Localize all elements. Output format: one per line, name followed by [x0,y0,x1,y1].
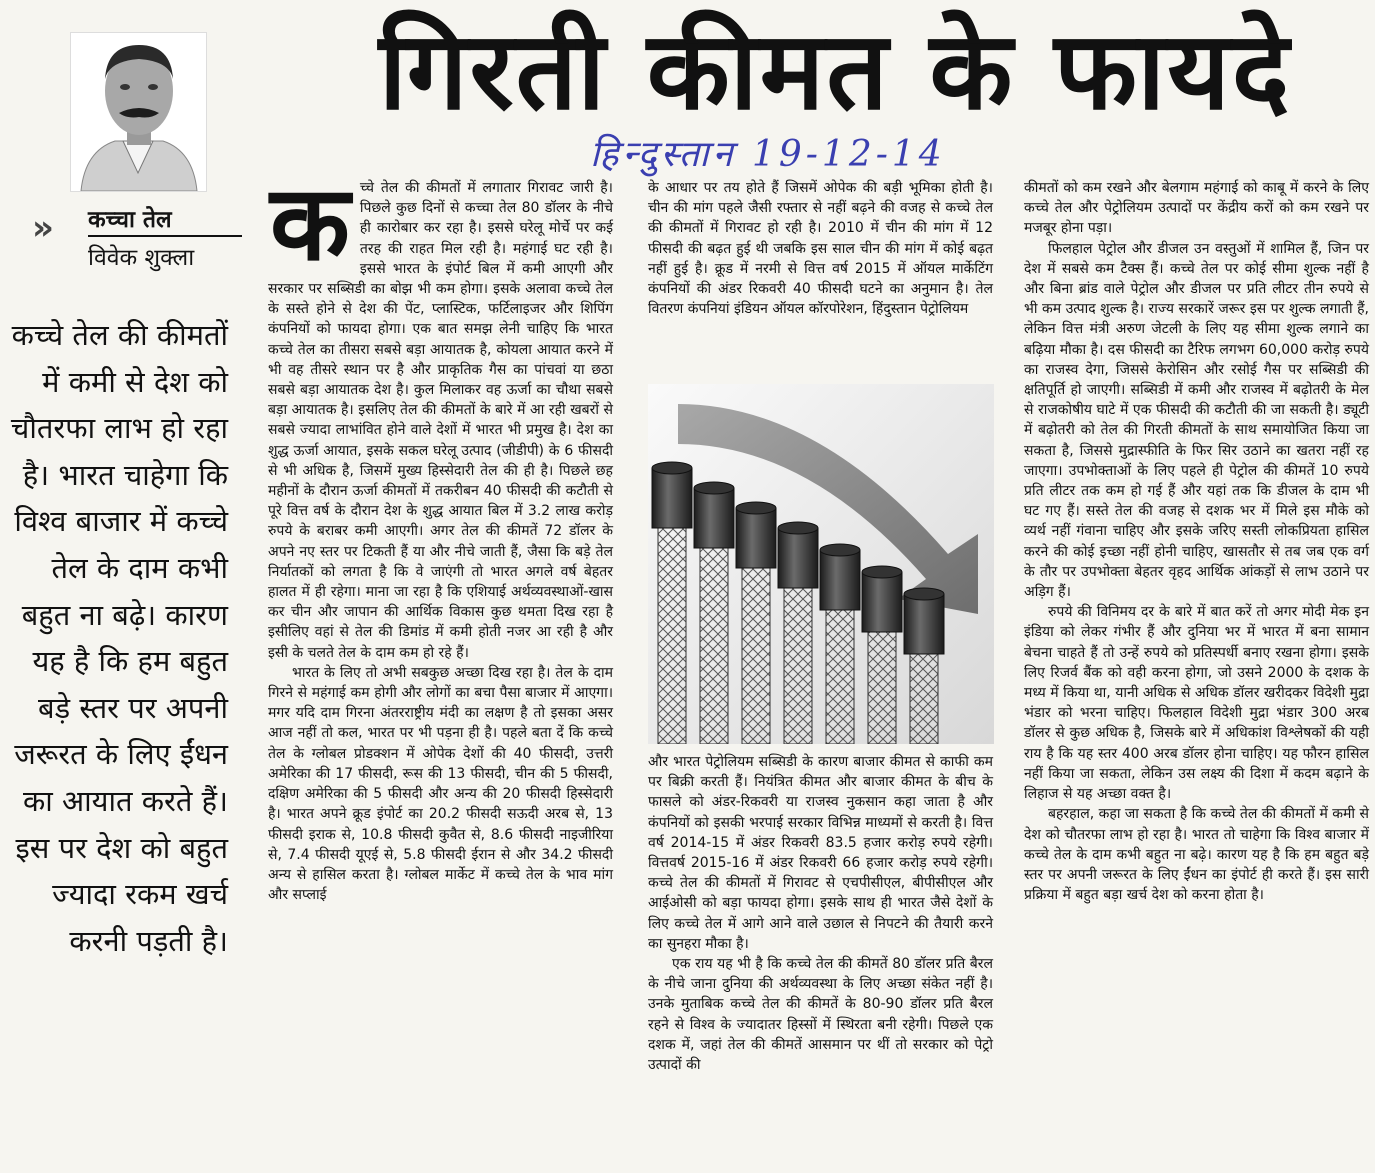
article-column-3 [1024,178,1369,905]
article-paragraph: और भारत पेट्रोलियम सब्सिडी के कारण बाजार कीमत से काफी कम पर बिक्री करती हैं। नियंत्रित कीमत और बाजार कीमत के बीच के फासले को अंडर-रिकवरी या राजस्व नुकसान कहा जाता है और कंपनियों को इसकी भरपाई सरकार विभिन्न माध्यमों से करती है। वित्त वर्ष 2014-15 में अंडर रिकवरी 83.5 हजार करोड़ रुपये रहेगी। वित्तवर्ष 2015-16 में अंडर रिकवरी 66 हजार करोड़ रुपये रहेगी। कच्चे तेल की कीमतों में गिरावट से एचपीसीएल, बीपीसीएल और आईओसी को बड़ा फायदा होगा। इसके साथ ही भारत जैसे देशों के लिए कच्चे तेल में आगे आने वाले उछाल से निपटने की तैयारी करने का सुनहरा मौका है। [648,754,993,952]
byline-divider [88,235,242,237]
headline: गिरती कीमत के फायदे [378,9,1292,134]
byline-topic: कच्चा तेल [88,207,172,233]
pullquote-text: कच्चे तेल की कीमतों में कमी से देश को चौतरफा लाभ हो रहा है। भारत चाहेगा कि विश्व बाजार में कच्चे तेल के दाम कभी बहुत ना बढ़े। कारण यह है कि हम बहुत बड़े स्तर पर अपनी जरूरत के लिए ईंधन का आयात करते हैं। इस पर देश को बहुत ज्यादा रकम खर्च करनी पड़ती है। [10,318,228,958]
article-paragraph: बहरहाल, कहा जा सकता है कि कच्चे तेल की कीमतों में कमी से देश को चौतरफा लाभ हो रहा है। भारत तो चाहेगा कि विश्व बाजार में कच्चे तेल के दाम कभी बहुत ना बढ़े। कारण यह है कि हम बहुत बड़े स्तर पर अपनी जरूरत के लिए ईंधन का इंपोर्ट ही करते हैं। इस सारी प्रक्रिया में बहुत बड़ा खर्च देश को करना होता है। [1024,806,1369,904]
oil-barrels-falling-chart-icon [648,384,994,744]
article-column-2-top [648,178,993,319]
article-column-2-bottom [648,752,993,1075]
article-paragraph: फिलहाल पेट्रोल और डीजल उन वस्तुओं में शामिल हैं, जिन पर देश में सबसे कम टैक्स हैं। कच्चे तेल पर कोई सीमा शुल्क नहीं है और बिना ब्रांड वाले पेट्रोल और डीजल पर प्रति लीटर तीन रुपये से भी कम उत्पाद शुल्क है। राज्य सरकारें जरूर इस पर शुल्क लगाती हैं, लेकिन वित्त मंत्री अरुण जेटली के लिए यह सीमा शुल्क लगाने का बढ़िया मौका है। दस फीसदी का टैरिफ लगभग 60,000 करोड़ रुपये का राजस्व देगा, जिससे केरोसिन और रसोई गैस पर सब्सिडी की क्षतिपूर्ति हो जाएगी। सब्सिडी में कमी और राजस्व में बढ़ोतरी के मेल से राजकोषीय घाटे में एक फीसदी की कटौती की जा सकती है। ड्यूटी में बढ़ोतरी को तेल की गिरती कीमतों के साथ समायोजित किया जा सकता है, जिससे मुद्रास्फीति के फिर सिर उठाने का खतरा नहीं रह जाएगा। उपभोक्ताओं के लिए पहले ही पेट्रोल की कीमतें 10 रुपये प्रति लीटर तक कम हो गई हैं और यहां तक कि डीजल के दाम भी घट गए हैं। सस्ते तेल की वजह से दशक भर में मिले इस मौके को व्यर्थ नहीं गंवाना चाहिए और इसके जरिए सस्ती लोकप्रियता हासिल करने की कोई इच्छा नहीं होनी चाहिए, खासतौर से तब जब एक वर्ग के तौर पर उपभोक्ता बेहतर वृहद आर्थिक आंकड़ों से लाभ उठाने पर अड़िग हैं। [1024,240,1369,601]
article-paragraph: एक राय यह भी है कि कच्चे तेल की कीमतें 80 डॉलर प्रति बैरल के नीचे जाना दुनिया की अर्थव्यवस्था के लिए अच्छा संकेत नहीं है। उनके मुताबिक कच्चे तेल की कीमतें के 80-90 डॉलर प्रति बैरल रहने से विश्व के ज्यादातर हिस्सों में स्थिरता बनी रहेगी। पिछले एक दशक में, जहां तेल की कीमतें आसमान पर थीं तो सरकार को पेट्रो उत्पादों की [648,956,993,1074]
article-paragraph: कीमतों को कम रखने और बेलगाम महंगाई को काबू में करने के लिए कच्चे तेल और पेट्रोलियम उत्पादों पर केंद्रीय करों को कम रखने पर मजबूर होना पड़ा। [1024,180,1369,237]
article-column-1 [268,162,613,905]
chevron-right-icon: » [32,208,54,248]
byline-author: विवेक शुक्ला [88,245,195,271]
handwritten-date-note: हिन्दुस्तान 19-12-14 [590,134,946,175]
article-paragraph: भारत के लिए तो अभी सबकुछ अच्छा दिख रहा है। तेल के दाम गिरने से महंगाई कम होगी और लोगों का बचा पैसा बाजार में आएगा। मगर यदि दाम गिरना अंतरराष्ट्रीय मंदी का लक्षण है तो इसका असर आज नहीं तो कल, भारत पर भी पड़ना ही है। पहले बता दें कि कच्चे तेल के ग्लोबल प्रोडक्शन में ओपेक देशों की 40 फीसदी, उत्तरी अमेरिका की 17 फीसदी, रूस की 13 फीसदी, चीन की 5 फीसदी, दक्षिण अमेरिका की 5 फीसदी और अन्य की 20 फीसदी हिस्सेदारी है। भारत अपने क्रूड इंपोर्ट का 20.2 फीसदी सऊदी अरब से, 13 फीसदी इराक से, 10.8 फीसदी कुवैत से, 8.6 फीसदी नाइजीरिया से, 7.4 फीसदी यूएई से, 5.8 फीसदी ईरान से और 34.2 फीसदी अन्य से हासिल करता है। ग्लोबल मार्केट में कच्चे तेल के भाव मांग और सप्लाई [268,664,613,904]
article-paragraph: के आधार पर तय होते हैं जिसमें ओपेक की बड़ी भूमिका होती है। चीन की मांग पहले जैसी रफ्तार से नहीं बढ़ने की वजह से कच्चे तेल की कीमतों में गिरावट हो रही है। 2010 में चीन की मांग में 12 फीसदी की बढ़त हुई थी जबकि इस साल चीन की मांग में कोई बढ़त नहीं हुई है। क्रूड में नरमी से वित्त वर्ष 2015 में ऑयल मार्केटिंग कंपनियों की अंडर रिकवरी 40 फीसदी घटने का अनुमान है। तेल वितरण कंपनियां इंडियन ऑयल कॉरपोरेशन, हिंदुस्तान पेट्रोलियम [648,180,993,318]
article-paragraph: रुपये की विनिमय दर के बारे में बात करें तो अगर मोदी मेक इन इंडिया को लेकर गंभीर हैं और दुनिया भर में भारत में बना सामान बेचना चाहते हैं तो उन्हें रुपये को प्रतिस्पर्धी बनाए रखना होगा। इसके लिए रिजर्व बैंक को वही करना होगा, जो उसने 2000 के दशक के मध्य में किया था, यानी अधिक से अधिक डॉलर खरीदकर विदेशी मुद्रा भंडार को भरना चाहिए। फिलहाल विदेशी मुद्रा भंडार 300 अरब डॉलर से कुछ अधिक है, जिसके बारे में अधिकांश विश्लेषकों की यही राय है कि यह स्तर 400 अरब डॉलर होना चाहिए। यह फौरन हासिल नहीं किया जा सकता, लेकिन उस लक्ष्य की दिशा में कदम बढ़ाने के लिहाज से यह अच्छा वक्त है। [1024,604,1369,803]
oil-barrels-illustration [648,384,994,744]
drop-cap: क [270,162,350,284]
author-photo [70,32,207,192]
paragraph-text: च्चे तेल की कीमतों में लगातार गिरावट जारी है। पिछले कुछ दिनों से कच्चा तेल 80 डॉलर के नीचे ही कारोबार कर रहा है। इससे घरेलू मोर्चे पर कई तरह की राहत मिल रही है। महंगाई घट रही है। इससे भारत के इंपोर्ट बिल में कमी आएगी और सरकार पर सब्सिडी का बोझ भी कम होगा। इसके अलावा कच्चे तेल के सस्ते होने से देश की पेंट, प्लास्टिक, फर्टिलाइजर और शिपिंग कंपनियों को फायदा होगा। एक बात समझ लेनी चाहिए कि भारत कच्चे तेल का तीसरा सबसे बड़ा आयातक है, कोयला आयात करने में भी वह तीसरे स्थान पर है और प्राकृतिक गैस का पांचवां या छठा सबसे बड़ा आयातक देश है। कुल मिलाकर वह ऊर्जा का चौथा सबसे बड़ा आयातक है। इसलिए तेल की कीमतों के बारे में आ रही खबरों से सबसे ज्यादा लाभांवित होने वाले देशों में भारत भी प्रमुख है। देश का शुद्ध ऊर्जा आयात, इसके सकल घरेलू उत्पाद (जीडीपी) के 6 फीसदी से भी अधिक है, जिसमें मुख्य हिस्सेदारी तेल की ही है। पिछले छह महीनों के दौरान ऊर्जा कीमतों में तकरीबन 40 फीसदी की कटौती से पूरे वित्त वर्ष के दौरान देश के शुद्ध आयात बिल में 3.2 लाख करोड़ रुपये के बराबर कमी आएगी। अगर तेल की कीमतें 72 डॉलर के अपने नए स्तर पर टिकती हैं या और नीचे जाती हैं, जैसा कि बड़े तेल निर्यातकों को लगता है कि वे जाएंगी तो भारत अगले वर्ष बेहतर हालत में ही रहेगा। माना जा रहा है कि एशियाई अर्थव्यवस्थाओं-खास कर चीन और जापान की आर्थिक विकास कुछ थमता दिख रहा है इसीलिए वहां से तेल की डिमांड में कमी होती नजर आ रही है और इसी के चलते तेल के दाम कम हो रहे हैं। [268,180,613,661]
pullquote [6,312,228,964]
article-paragraph [268,162,613,663]
author-portrait-icon [71,33,206,191]
